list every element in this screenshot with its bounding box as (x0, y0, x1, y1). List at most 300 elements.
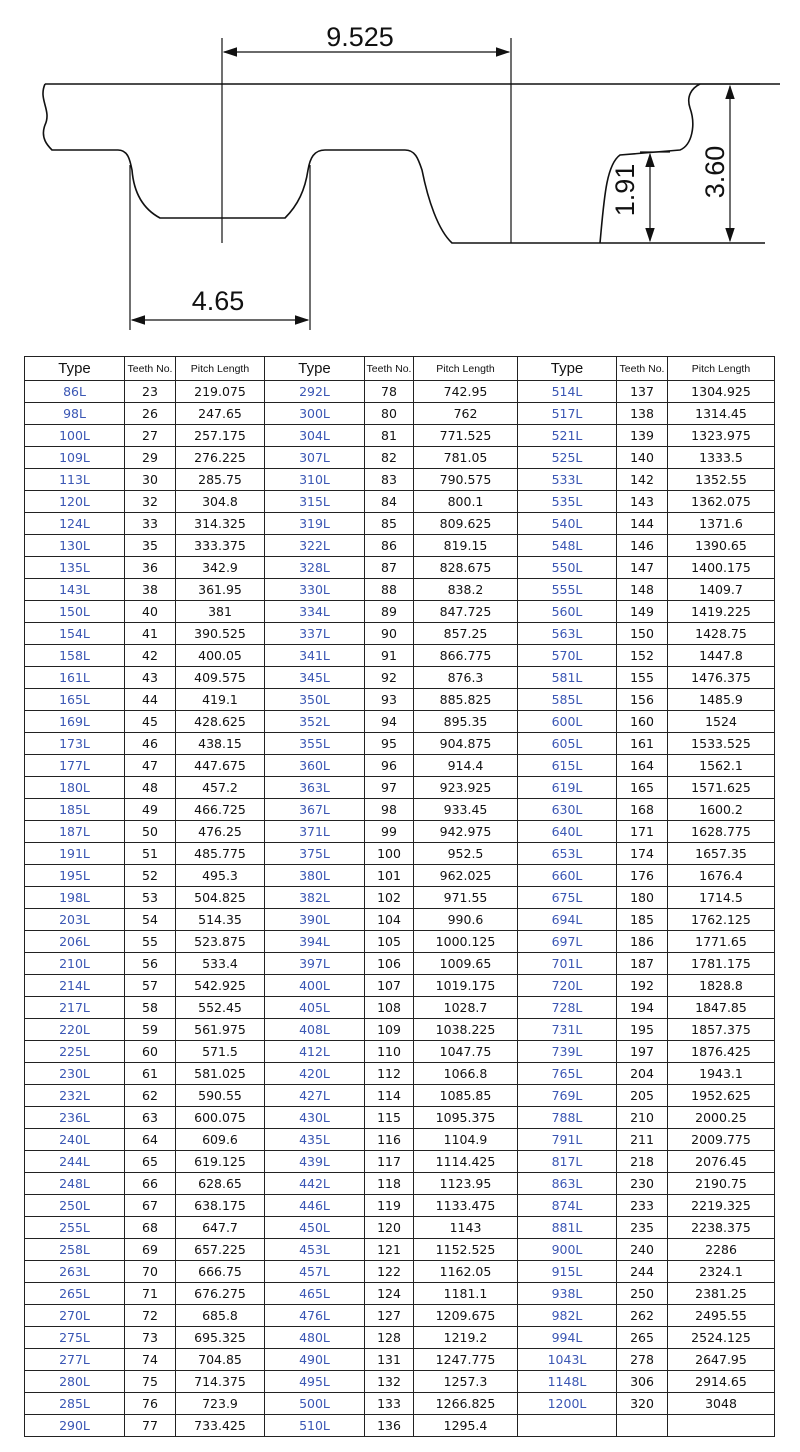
cell-type: 540L (518, 513, 617, 535)
cell-pitch-length: 457.2 (176, 777, 265, 799)
table-row (25, 1217, 775, 1239)
cell-teeth-no: 143 (617, 491, 668, 513)
cell-type: 210L (25, 953, 125, 975)
cell-type: 360L (265, 755, 365, 777)
cell-pitch-length: 428.625 (176, 711, 265, 733)
cell-type: 500L (265, 1393, 365, 1415)
cell-teeth-no: 51 (125, 843, 176, 865)
cell-type: 653L (518, 843, 617, 865)
table-row (25, 777, 775, 799)
cell-pitch-length: 1152.525 (414, 1239, 518, 1261)
cell-type: 290L (25, 1415, 125, 1437)
cell-pitch-length: 742.95 (414, 381, 518, 403)
cell-type: 350L (265, 689, 365, 711)
column-header-teeth-no: Teeth No. (617, 357, 668, 381)
cell-pitch-length: 257.175 (176, 425, 265, 447)
cell-pitch-length: 409.575 (176, 667, 265, 689)
cell-pitch-length: 590.55 (176, 1085, 265, 1107)
cell-type: 615L (518, 755, 617, 777)
table-row (25, 1063, 775, 1085)
cell-type: 390L (265, 909, 365, 931)
cell-pitch-length: 333.375 (176, 535, 265, 557)
cell-teeth-no: 53 (125, 887, 176, 909)
cell-pitch-length: 361.95 (176, 579, 265, 601)
cell-type: 371L (265, 821, 365, 843)
cell-type: 285L (25, 1393, 125, 1415)
cell-type: 236L (25, 1107, 125, 1129)
cell-pitch-length: 304.8 (176, 491, 265, 513)
cell-type: 292L (265, 381, 365, 403)
cell-pitch-length: 1571.625 (668, 777, 775, 799)
column-header-pitch-length: Pitch Length (668, 357, 775, 381)
table-row (25, 403, 775, 425)
cell-pitch-length: 1143 (414, 1217, 518, 1239)
cell-type: 442L (265, 1173, 365, 1195)
cell-pitch-length: 771.525 (414, 425, 518, 447)
cell-type: 563L (518, 623, 617, 645)
cell-pitch-length: 1847.85 (668, 997, 775, 1019)
cell-pitch-length: 1524 (668, 711, 775, 733)
cell-pitch-length: 676.275 (176, 1283, 265, 1305)
cell-teeth-no: 78 (365, 381, 414, 403)
cell-type: 697L (518, 931, 617, 953)
cell-type: 375L (265, 843, 365, 865)
cell-teeth-no: 128 (365, 1327, 414, 1349)
table-row (25, 425, 775, 447)
cell-teeth-no: 168 (617, 799, 668, 821)
cell-teeth-no: 195 (617, 1019, 668, 1041)
cell-teeth-no: 98 (365, 799, 414, 821)
table-row (25, 997, 775, 1019)
cell-teeth-no: 165 (617, 777, 668, 799)
cell-teeth-no: 80 (365, 403, 414, 425)
cell-teeth-no: 106 (365, 953, 414, 975)
table-row (25, 711, 775, 733)
cell-teeth-no: 32 (125, 491, 176, 513)
cell-teeth-no: 108 (365, 997, 414, 1019)
cell-teeth-no: 278 (617, 1349, 668, 1371)
cell-type: 337L (265, 623, 365, 645)
table-row (25, 887, 775, 909)
cell-type: 154L (25, 623, 125, 645)
cell-teeth-no: 205 (617, 1085, 668, 1107)
cell-pitch-length: 581.025 (176, 1063, 265, 1085)
cell-pitch-length: 1219.2 (414, 1327, 518, 1349)
cell-pitch-length: 885.825 (414, 689, 518, 711)
table-row (25, 535, 775, 557)
cell-pitch-length: 1676.4 (668, 865, 775, 887)
cell-type: 731L (518, 1019, 617, 1041)
cell-teeth-no (617, 1415, 668, 1437)
cell-pitch-length: 819.15 (414, 535, 518, 557)
table-row (25, 843, 775, 865)
cell-pitch-length: 990.6 (414, 909, 518, 931)
cell-pitch-length: 1428.75 (668, 623, 775, 645)
cell-pitch-length: 638.175 (176, 1195, 265, 1217)
cell-teeth-no: 63 (125, 1107, 176, 1129)
cell-pitch-length: 1181.1 (414, 1283, 518, 1305)
cell-type: 130L (25, 535, 125, 557)
table-row (25, 1393, 775, 1415)
cell-type: 585L (518, 689, 617, 711)
cell-type: 187L (25, 821, 125, 843)
cell-teeth-no: 64 (125, 1129, 176, 1151)
cell-teeth-no: 65 (125, 1151, 176, 1173)
table-row (25, 1173, 775, 1195)
cell-pitch-length: 1066.8 (414, 1063, 518, 1085)
column-header-teeth-no: Teeth No. (365, 357, 414, 381)
cell-teeth-no: 233 (617, 1195, 668, 1217)
cell-pitch-length: 1019.175 (414, 975, 518, 997)
cell-pitch-length: 1095.375 (414, 1107, 518, 1129)
cell-type: 367L (265, 799, 365, 821)
cell-teeth-no: 194 (617, 997, 668, 1019)
cell-teeth-no: 74 (125, 1349, 176, 1371)
cell-type: 244L (25, 1151, 125, 1173)
cell-type: 739L (518, 1041, 617, 1063)
cell-pitch-length: 1781.175 (668, 953, 775, 975)
cell-teeth-no: 210 (617, 1107, 668, 1129)
cell-pitch-length: 314.325 (176, 513, 265, 535)
table-row (25, 469, 775, 491)
table-row (25, 931, 775, 953)
cell-type: 525L (518, 447, 617, 469)
cell-type: 380L (265, 865, 365, 887)
cell-pitch-length: 476.25 (176, 821, 265, 843)
cell-type: 728L (518, 997, 617, 1019)
cell-type: 277L (25, 1349, 125, 1371)
cell-type: 581L (518, 667, 617, 689)
cell-teeth-no: 306 (617, 1371, 668, 1393)
cell-type: 191L (25, 843, 125, 865)
cell-teeth-no: 56 (125, 953, 176, 975)
cell-teeth-no: 85 (365, 513, 414, 535)
cell-type: 817L (518, 1151, 617, 1173)
cell-type: 694L (518, 909, 617, 931)
cell-pitch-length: 514.35 (176, 909, 265, 931)
cell-teeth-no: 102 (365, 887, 414, 909)
cell-type: 113L (25, 469, 125, 491)
cell-pitch-length: 647.7 (176, 1217, 265, 1239)
cell-type: 600L (518, 711, 617, 733)
pitch-dimension-label: 9.525 (326, 22, 394, 52)
cell-pitch-length: 1314.45 (668, 403, 775, 425)
cell-type: 517L (518, 403, 617, 425)
cell-pitch-length: 1133.475 (414, 1195, 518, 1217)
cell-teeth-no: 72 (125, 1305, 176, 1327)
cell-pitch-length: 666.75 (176, 1261, 265, 1283)
cell-teeth-no: 265 (617, 1327, 668, 1349)
tooth-height-dimension-label: 1.91 (610, 163, 640, 217)
cell-pitch-length: 1600.2 (668, 799, 775, 821)
cell-type: 328L (265, 557, 365, 579)
cell-pitch-length: 285.75 (176, 469, 265, 491)
cell-type: 195L (25, 865, 125, 887)
cell-pitch-length: 1409.7 (668, 579, 775, 601)
cell-pitch-length: 876.3 (414, 667, 518, 689)
cell-teeth-no: 149 (617, 601, 668, 623)
cell-type: 570L (518, 645, 617, 667)
cell-type: 495L (265, 1371, 365, 1393)
total-height-dimension-label: 3.60 (700, 145, 730, 199)
cell-teeth-no: 171 (617, 821, 668, 843)
table-row (25, 1261, 775, 1283)
cell-type: 675L (518, 887, 617, 909)
cell-type: 319L (265, 513, 365, 535)
cell-teeth-no: 180 (617, 887, 668, 909)
cell-teeth-no: 84 (365, 491, 414, 513)
cell-type: 476L (265, 1305, 365, 1327)
cell-pitch-length: 1533.525 (668, 733, 775, 755)
cell-type: 400L (265, 975, 365, 997)
cell-type: 535L (518, 491, 617, 513)
cell-pitch-length: 1562.1 (668, 755, 775, 777)
cell-pitch-length: 342.9 (176, 557, 265, 579)
cell-teeth-no: 77 (125, 1415, 176, 1437)
cell-pitch-length: 1762.125 (668, 909, 775, 931)
table-row (25, 667, 775, 689)
cell-type: 720L (518, 975, 617, 997)
cell-pitch-length: 1323.975 (668, 425, 775, 447)
cell-type: 397L (265, 953, 365, 975)
cell-teeth-no: 88 (365, 579, 414, 601)
cell-type: 258L (25, 1239, 125, 1261)
table-row (25, 1305, 775, 1327)
cell-teeth-no: 91 (365, 645, 414, 667)
cell-teeth-no: 142 (617, 469, 668, 491)
cell-type: 198L (25, 887, 125, 909)
cell-teeth-no: 62 (125, 1085, 176, 1107)
cell-pitch-length: 1104.9 (414, 1129, 518, 1151)
cell-teeth-no: 93 (365, 689, 414, 711)
cell-type: 214L (25, 975, 125, 997)
cell-pitch-length: 466.725 (176, 799, 265, 821)
cell-pitch-length: 1247.775 (414, 1349, 518, 1371)
cell-type: 555L (518, 579, 617, 601)
cell-type (518, 1415, 617, 1437)
cell-type: 334L (265, 601, 365, 623)
cell-pitch-length: 400.05 (176, 645, 265, 667)
cell-pitch-length: 695.325 (176, 1327, 265, 1349)
cell-teeth-no: 52 (125, 865, 176, 887)
cell-teeth-no: 44 (125, 689, 176, 711)
cell-teeth-no: 36 (125, 557, 176, 579)
cell-pitch-length: 1038.225 (414, 1019, 518, 1041)
cell-pitch-length: 1009.65 (414, 953, 518, 975)
cell-teeth-no: 95 (365, 733, 414, 755)
cell-pitch-length: 523.875 (176, 931, 265, 953)
cell-pitch-length: 2190.75 (668, 1173, 775, 1195)
cell-type: 225L (25, 1041, 125, 1063)
cell-pitch-length: 657.225 (176, 1239, 265, 1261)
cell-teeth-no: 218 (617, 1151, 668, 1173)
cell-pitch-length: 2238.375 (668, 1217, 775, 1239)
table-row (25, 865, 775, 887)
cell-type: 1148L (518, 1371, 617, 1393)
cell-type: 352L (265, 711, 365, 733)
cell-pitch-length: 533.4 (176, 953, 265, 975)
cell-pitch-length: 923.925 (414, 777, 518, 799)
cell-pitch-length: 1000.125 (414, 931, 518, 953)
cell-pitch-length: 704.85 (176, 1349, 265, 1371)
cell-teeth-no: 119 (365, 1195, 414, 1217)
cell-type: 881L (518, 1217, 617, 1239)
cell-pitch-length: 2076.45 (668, 1151, 775, 1173)
cell-teeth-no: 144 (617, 513, 668, 535)
cell-teeth-no: 66 (125, 1173, 176, 1195)
table-row (25, 1195, 775, 1217)
cell-type: 135L (25, 557, 125, 579)
table-row (25, 1129, 775, 1151)
cell-teeth-no: 97 (365, 777, 414, 799)
cell-type: 1043L (518, 1349, 617, 1371)
cell-teeth-no: 250 (617, 1283, 668, 1305)
cell-pitch-length: 1352.55 (668, 469, 775, 491)
cell-type: 263L (25, 1261, 125, 1283)
cell-type: 548L (518, 535, 617, 557)
cell-teeth-no: 42 (125, 645, 176, 667)
cell-type: 605L (518, 733, 617, 755)
cell-teeth-no: 122 (365, 1261, 414, 1283)
cell-teeth-no: 76 (125, 1393, 176, 1415)
cell-pitch-length: 219.075 (176, 381, 265, 403)
table-header-row (25, 357, 775, 381)
table-row (25, 447, 775, 469)
table-row (25, 1019, 775, 1041)
cell-type: 412L (265, 1041, 365, 1063)
cell-pitch-length: 1628.775 (668, 821, 775, 843)
cell-pitch-length: 3048 (668, 1393, 775, 1415)
table-row (25, 381, 775, 403)
cell-pitch-length: 495.3 (176, 865, 265, 887)
belt-size-table (24, 356, 775, 1437)
cell-pitch-length: 2324.1 (668, 1261, 775, 1283)
cell-type: 280L (25, 1371, 125, 1393)
cell-type: 514L (518, 381, 617, 403)
cell-type: 248L (25, 1173, 125, 1195)
cell-pitch-length: 952.5 (414, 843, 518, 865)
cell-teeth-no: 101 (365, 865, 414, 887)
cell-teeth-no: 89 (365, 601, 414, 623)
cell-teeth-no: 55 (125, 931, 176, 953)
cell-type: 265L (25, 1283, 125, 1305)
table-row (25, 491, 775, 513)
cell-teeth-no: 127 (365, 1305, 414, 1327)
cell-type: 315L (265, 491, 365, 513)
table-row (25, 1041, 775, 1063)
cell-type: 788L (518, 1107, 617, 1129)
cell-teeth-no: 47 (125, 755, 176, 777)
cell-pitch-length: 2381.25 (668, 1283, 775, 1305)
cell-teeth-no: 131 (365, 1349, 414, 1371)
cell-pitch-length: 381 (176, 601, 265, 623)
column-header-teeth-no: Teeth No. (125, 357, 176, 381)
cell-teeth-no: 43 (125, 667, 176, 689)
cell-teeth-no: 54 (125, 909, 176, 931)
cell-teeth-no: 112 (365, 1063, 414, 1085)
cell-teeth-no: 192 (617, 975, 668, 997)
table-row (25, 645, 775, 667)
cell-type: 701L (518, 953, 617, 975)
cell-teeth-no: 136 (365, 1415, 414, 1437)
cell-type: 86L (25, 381, 125, 403)
cell-pitch-length: 609.6 (176, 1129, 265, 1151)
cell-pitch-length: 790.575 (414, 469, 518, 491)
cell-pitch-length: 1485.9 (668, 689, 775, 711)
cell-type: 98L (25, 403, 125, 425)
cell-type: 230L (25, 1063, 125, 1085)
cell-pitch-length: 1390.65 (668, 535, 775, 557)
cell-teeth-no: 147 (617, 557, 668, 579)
cell-type: 480L (265, 1327, 365, 1349)
cell-teeth-no: 100 (365, 843, 414, 865)
column-header-type: Type (518, 357, 617, 381)
cell-type: 109L (25, 447, 125, 469)
column-header-type: Type (25, 357, 125, 381)
cell-teeth-no: 138 (617, 403, 668, 425)
cell-pitch-length: 723.9 (176, 1393, 265, 1415)
tooth-width-dimension-label: 4.65 (191, 286, 245, 316)
cell-teeth-no: 320 (617, 1393, 668, 1415)
cell-type: 240L (25, 1129, 125, 1151)
cell-pitch-length: 2000.25 (668, 1107, 775, 1129)
cell-teeth-no: 204 (617, 1063, 668, 1085)
cell-pitch-length: 600.075 (176, 1107, 265, 1129)
cell-pitch-length: 2286 (668, 1239, 775, 1261)
cell-type: 994L (518, 1327, 617, 1349)
cell-teeth-no: 41 (125, 623, 176, 645)
cell-pitch-length: 1028.7 (414, 997, 518, 1019)
table-row (25, 557, 775, 579)
cell-type: 900L (518, 1239, 617, 1261)
table-row (25, 975, 775, 997)
cell-type: 982L (518, 1305, 617, 1327)
cell-teeth-no: 174 (617, 843, 668, 865)
table-row (25, 689, 775, 711)
cell-teeth-no: 211 (617, 1129, 668, 1151)
cell-teeth-no: 156 (617, 689, 668, 711)
cell-type: 270L (25, 1305, 125, 1327)
cell-type: 450L (265, 1217, 365, 1239)
cell-teeth-no: 146 (617, 535, 668, 557)
cell-pitch-length: 971.55 (414, 887, 518, 909)
cell-pitch-length: 1209.675 (414, 1305, 518, 1327)
cell-pitch-length: 438.15 (176, 733, 265, 755)
cell-pitch-length: 1304.925 (668, 381, 775, 403)
cell-teeth-no: 107 (365, 975, 414, 997)
cell-teeth-no: 61 (125, 1063, 176, 1085)
cell-type: 660L (518, 865, 617, 887)
column-header-type: Type (265, 357, 365, 381)
cell-type: 304L (265, 425, 365, 447)
cell-pitch-length: 1333.5 (668, 447, 775, 469)
cell-pitch-length: 914.4 (414, 755, 518, 777)
cell-teeth-no: 132 (365, 1371, 414, 1393)
table-row (25, 733, 775, 755)
cell-teeth-no: 87 (365, 557, 414, 579)
cell-teeth-no: 148 (617, 579, 668, 601)
cell-type: 185L (25, 799, 125, 821)
cell-teeth-no: 160 (617, 711, 668, 733)
cell-teeth-no: 155 (617, 667, 668, 689)
table-row (25, 1415, 775, 1437)
cell-teeth-no: 114 (365, 1085, 414, 1107)
belt-outline (43, 84, 780, 243)
cell-type: 765L (518, 1063, 617, 1085)
cell-pitch-length: 857.25 (414, 623, 518, 645)
cell-pitch-length: 2219.325 (668, 1195, 775, 1217)
cell-pitch-length: 390.525 (176, 623, 265, 645)
